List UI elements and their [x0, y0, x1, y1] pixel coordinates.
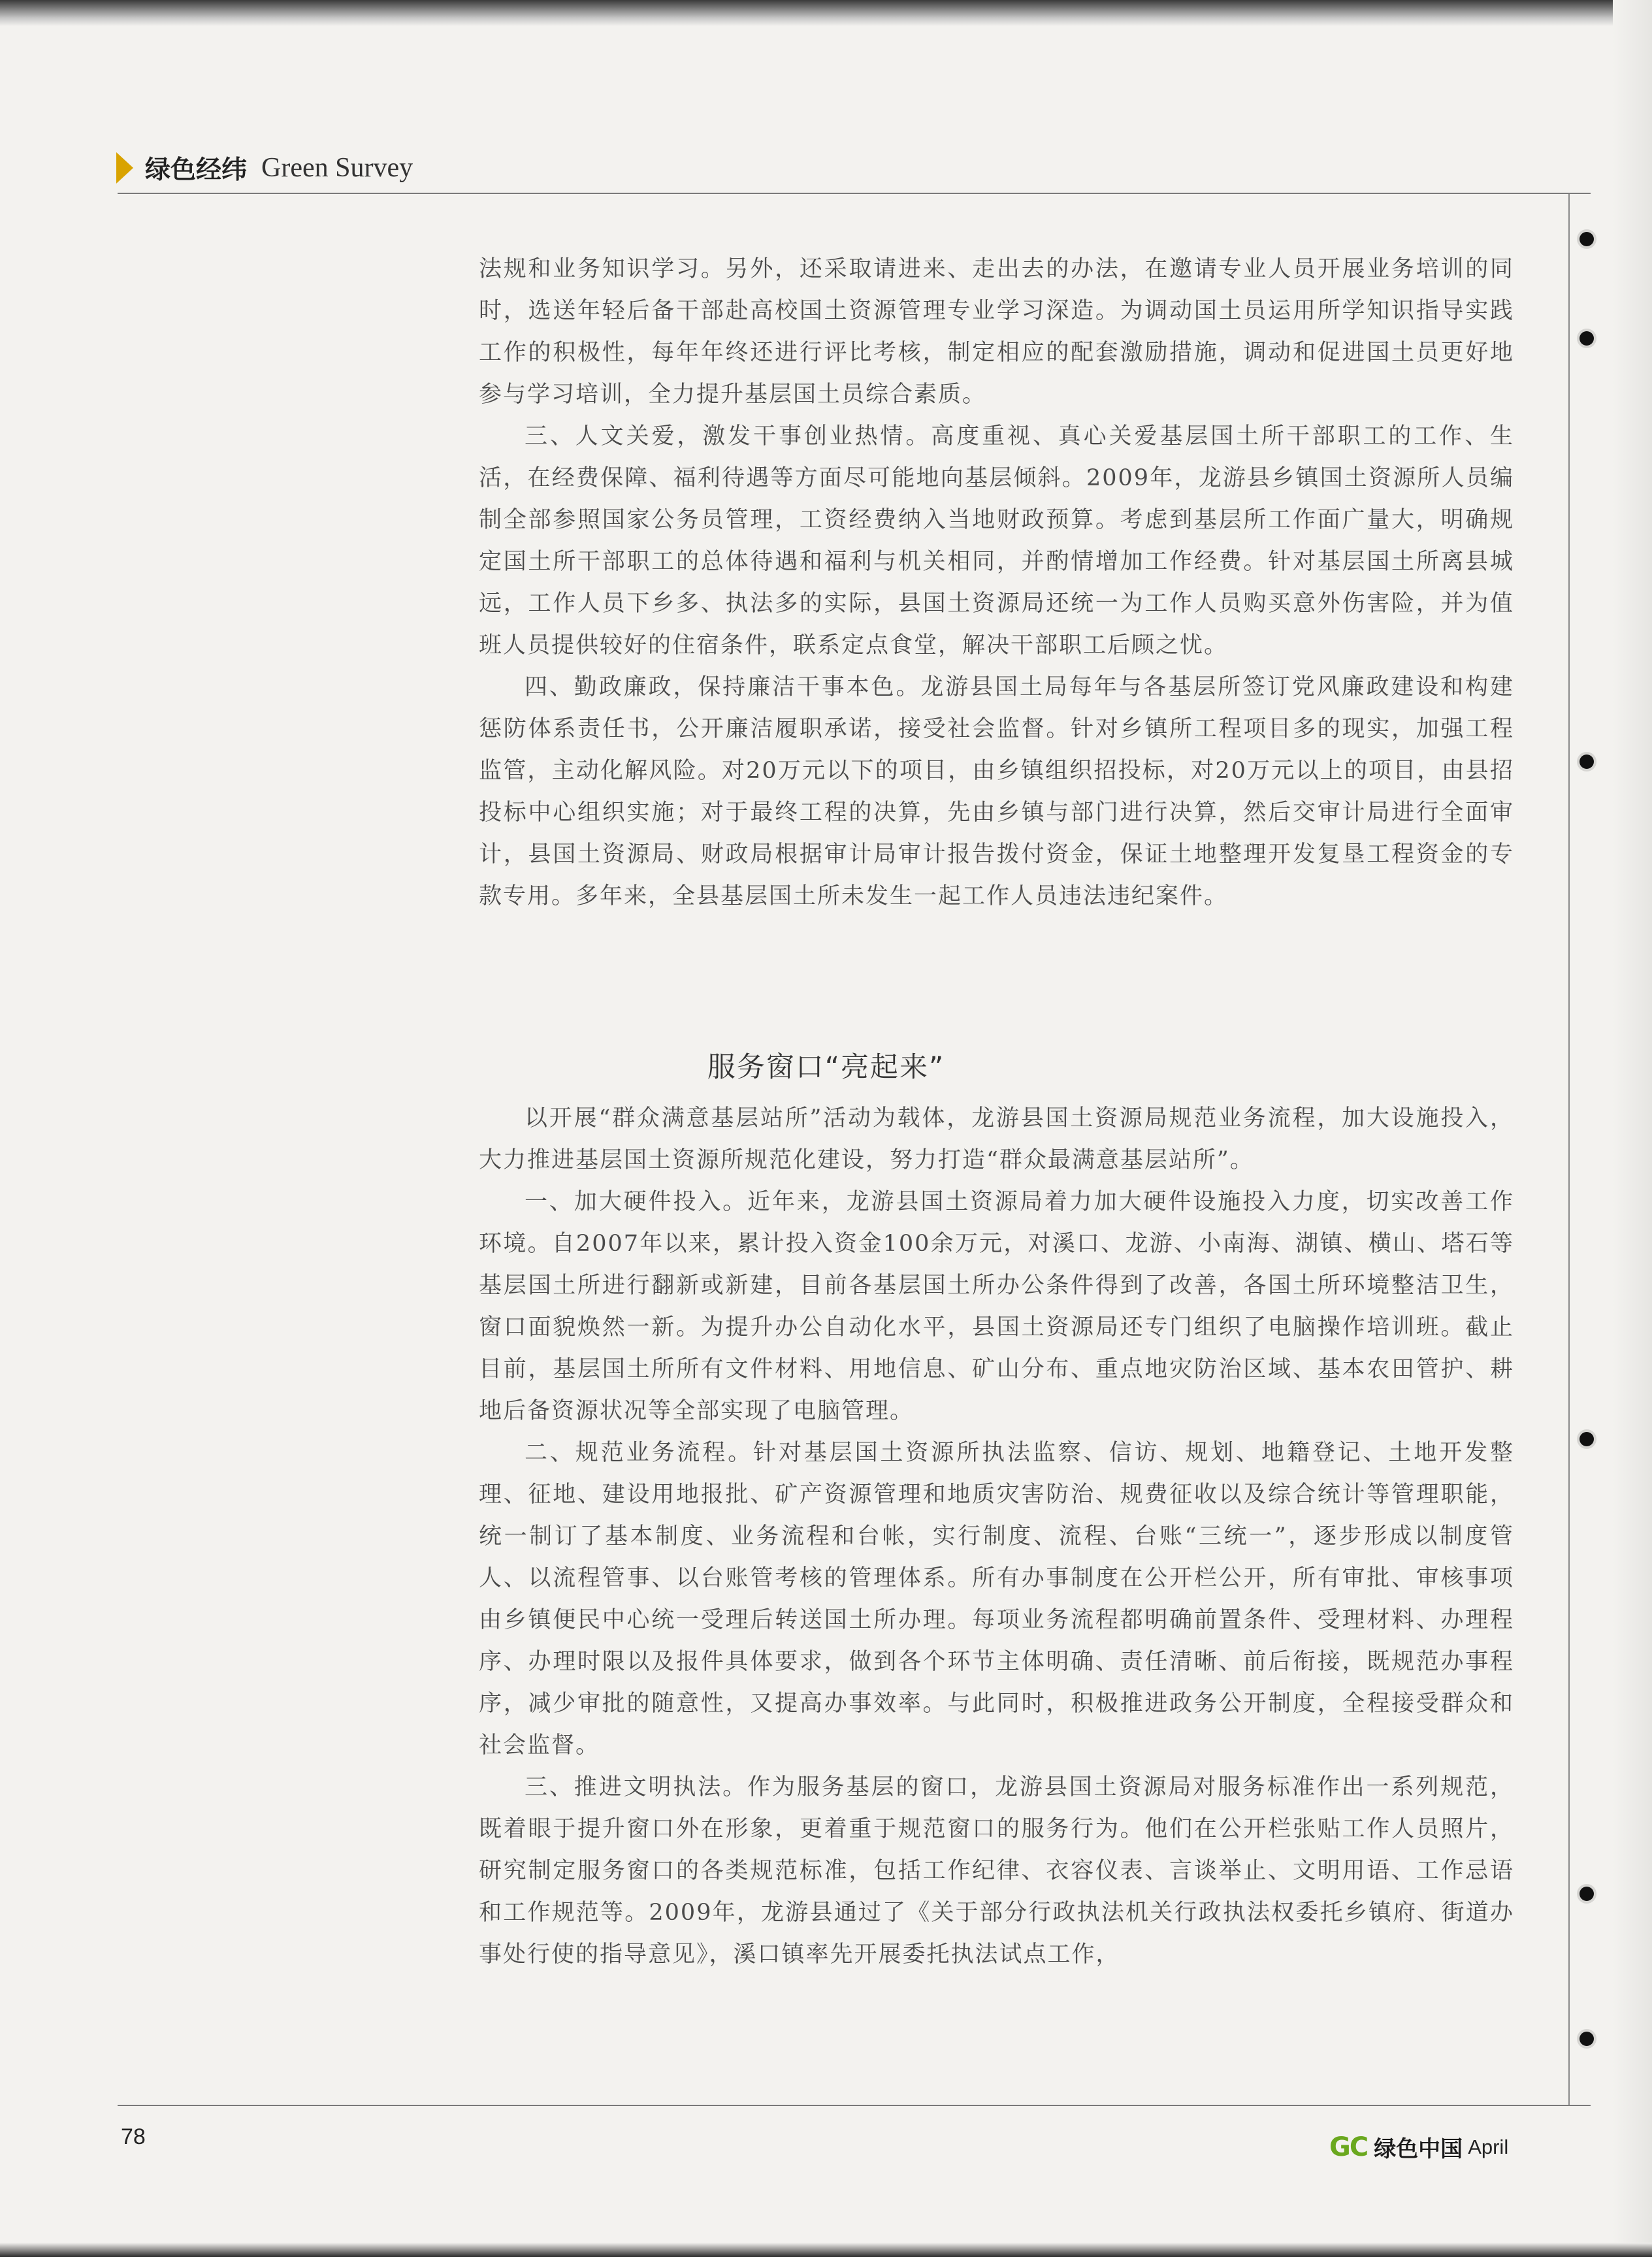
binder-hole-icon [1579, 232, 1594, 246]
binder-hole-icon [1579, 755, 1594, 769]
issue-month: April [1468, 2135, 1509, 2158]
header-rule [118, 193, 1591, 194]
paragraph: 二、规范业务流程。针对基层国土资源所执法监察、信访、规划、地籍登记、土地开发整理、征地、建设用地报批、矿产资源管理和地质灾害防治、规费征收以及综合统计等管理职能，统一制订了基本制度、业务流程和台帐，实行制度、流程、台账“三统一”，逐步形成以制度管人、以流程管事、以台账管考核的管理体系。所有办事制度在公开栏公开，所有审批、审核事项由乡镇便民中心统一受理后转送国土所办理。每项业务流程都明确前置条件、受理材料、办理程序、办理时限以及报件具体要求，做到各个环节主体明确、责任清晰、前后衔接，既规范办事程序，减少审批的随意性，又提高办事效率。与此同时，积极推进政务公开制度，全程接受群众和社会监督。 [479, 1440, 1514, 1759]
paragraph: 四、勤政廉政，保持廉洁干事本色。龙游县国土局每年与各基层所签订党风廉政建设和构建惩防体系责任书，公开廉洁履职承诺，接受社会监督。针对乡镇所工程项目多的现实，加强工程监管，主动化解风险。对20万元以下的项目，由乡镇组织招投标，对20万元以上的项目，由县招投标中心组织实施；对于最终工程的决算，先由乡镇与部门进行决算，然后交审计局进行全面审计，县国土资源局、财政局根据审计局审计报告拨付资金，保证土地整理开发复垦工程资金的专款专用。多年来，全县基层国土所未发生一起工作人员违法违纪案件。 [479, 674, 1514, 909]
binder-hole-icon [1579, 331, 1594, 346]
section-title-cn: 绿色经纬 [145, 155, 248, 185]
page-number: 78 [121, 2124, 146, 2149]
binder-hole-icon [1579, 2032, 1594, 2046]
paragraph: 一、加大硬件投入。近年来，龙游县国土资源局着力加大硬件设施投入力度，切实改善工作环境。自2007年以来，累计投入资金100余万元，对溪口、龙游、小南海、湖镇、横山、塔石等基层国土所进行翻新或新建，目前各基层国土所办公条件得到了改善，各国土所环境整洁卫生，窗口面貌焕然一新。为提升办公自动化水平，县国土资源局还专门组织了电脑操作培训班。截止目前，基层国土所所有文件材料、用地信息、矿山分布、重点地灾防治区域、基本农田管护、耕地后备资源状况等全部实现了电脑管理。 [479, 1189, 1514, 1424]
paragraph: 三、推进文明执法。作为服务基层的窗口，龙游县国土资源局对服务标准作出一系列规范，既着眼于提升窗口外在形象，更着重于规范窗口的服务行为。他们在公开栏张贴工作人员照片，研究制定服务窗口的各类规范标准，包括工作纪律、衣容仪表、言谈举止、文明用语、工作忌语和工作规范等。2009年，龙游县通过了《关于部分行政执法机关行政执法权委托乡镇府、街道办事处行使的指导意见》，溪口镇率先开展委托执法试点工作， [479, 1774, 1514, 1968]
magazine-brand [1329, 2131, 1508, 2163]
triangle-marker-icon [116, 152, 133, 184]
footer-rule [118, 2105, 1591, 2106]
section-title-en: Green Survey [261, 153, 413, 183]
paragraph: 三、人文关爱，激发干事创业热情。高度重视、真心关爱基层国土所干部职工的工作、生活，在经费保障、福利待遇等方面尽可能地向基层倾斜。2009年，龙游县乡镇国土资源所人员编制全部参照国家公务员管理，工资经费纳入当地财政预算。考虑到基层所工作面广量大，明确规定国土所干部职工的总体待遇和福利与机关相同，并酌情增加工作经费。针对基层国土所离县城远，工作人员下乡多、执法多的实际，县国土资源局还统一为工作人员购买意外伤害险，并为值班人员提供较好的住宿条件，联系定点食堂，解决干部职工后顾之忧。 [479, 423, 1514, 658]
subsection-heading: 服务窗口“亮起来” [707, 1051, 945, 1084]
article-body-bottom [479, 1097, 1514, 1975]
scan-bottom-shadow [0, 2243, 1652, 2257]
binder-hole-icon [1579, 1887, 1594, 1901]
paragraph: 以开展“群众满意基层站所”活动为载体，龙游县国土资源局规范业务流程，加大设施投入，大力推进基层国土资源所规范化建设，努力打造“群众最满意基层站所”。 [479, 1105, 1514, 1173]
section-header [116, 145, 413, 191]
paragraph: 法规和业务知识学习。另外，还采取请进来、走出去的办法，在邀请专业人员开展业务培训的同时，选送年轻后备干部赴高校国土资源管理专业学习深造。为调动国土员运用所学知识指导实践工作的积极性，每年年终还进行评比考核，制定相应的配套激励措施，调动和促进国土员更好地参与学习培训，全力提升基层国土员综合素质。 [479, 256, 1514, 408]
article-body-top [479, 248, 1514, 917]
binder-hole-icon [1579, 1432, 1594, 1446]
scan-top-shadow [0, 0, 1652, 26]
scan-right-edge [1613, 0, 1652, 2257]
right-margin-rule [1568, 194, 1570, 2106]
magazine-name: 绿色中国 [1374, 2136, 1463, 2162]
gc-logo-icon: GC [1329, 2132, 1368, 2162]
